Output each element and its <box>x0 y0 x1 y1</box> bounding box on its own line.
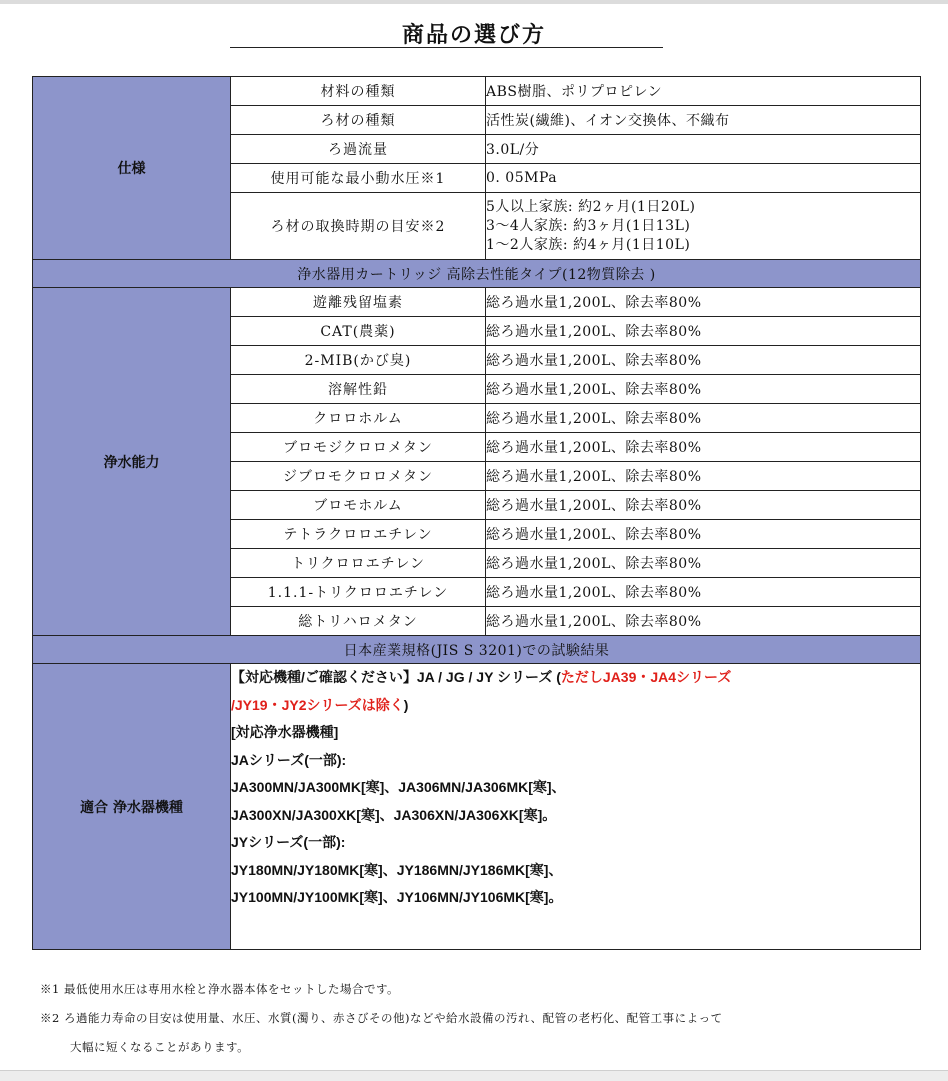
substance-value: 総ろ過水量1,200L、除去率80% <box>486 346 921 375</box>
band-row <box>33 260 921 288</box>
page-title: 商品の選び方 <box>401 23 546 48</box>
compatible-line: JA300XN/JA300XK[寒]、JA306XN/JA306XK[寒]。 <box>231 806 557 823</box>
substance-value: 総ろ過水量1,200L、除去率80% <box>486 491 921 520</box>
spec-value: ABS樹脂、ポリプロピレン <box>486 77 921 106</box>
spec-value: 活性炭(繊維)、イオン交換体、不織布 <box>486 106 921 135</box>
compatible-intro-cont <box>231 692 920 720</box>
compatible-line: JA300MN/JA300MK[寒]、JA306MN/JA306MK[寒]、 <box>231 779 566 795</box>
replacement-line: 1〜2人家族: 約4ヶ月(1日10L) <box>486 236 691 253</box>
substance-label: ブロモホルム <box>231 491 486 520</box>
top-frame-edge <box>0 0 948 4</box>
substance-value: 総ろ過水量1,200L、除去率80% <box>486 462 921 491</box>
category-spec: 仕様 <box>33 77 231 260</box>
substance-label: 1.1.1-トリクロロエチレン <box>231 578 486 607</box>
substance-label: テトラクロロエチレン <box>231 520 486 549</box>
substance-value: 総ろ過水量1,200L、除去率80% <box>486 607 921 636</box>
exclusion-note: ただしJA39・JA4シリーズ <box>560 669 732 685</box>
cartridge-band: 浄水器用カートリッジ 高除去性能タイプ(12物質除去 ) <box>33 260 921 288</box>
footnotes <box>40 975 920 1062</box>
spec-label: 使用可能な最小動水圧※1 <box>231 164 486 193</box>
spec-label: ろ材の取換時期の目安※2 <box>231 193 486 260</box>
substance-label: CAT(農薬) <box>231 317 486 346</box>
substance-label: 総トリハロメタン <box>231 607 486 636</box>
compatible-intro-end: ) <box>403 696 409 713</box>
compatible-line: [対応浄水器機種] <box>231 724 339 740</box>
substance-value: 総ろ過水量1,200L、除去率80% <box>486 404 921 433</box>
substance-value: 総ろ過水量1,200L、除去率80% <box>486 520 921 549</box>
footnote-1: ※1 最低使用水圧は専用水栓と浄水器本体をセットした場合です。 <box>40 982 400 996</box>
substance-value: 総ろ過水量1,200L、除去率80% <box>486 578 921 607</box>
jis-band: 日本産業規格(JIS S 3201)での試験結果 <box>33 636 921 664</box>
band-row <box>33 636 921 664</box>
category-compatible: 適合 浄水器機種 <box>33 664 231 950</box>
compatible-models-text <box>231 664 921 950</box>
spec-label: 材料の種類 <box>231 77 486 106</box>
compatible-intro-text: 【対応機種/ご確認ください】JA / JG / JY シリーズ ( <box>231 669 561 685</box>
replacement-line: 3〜4人家族: 約3ヶ月(1日13L) <box>486 217 691 234</box>
substance-value: 総ろ過水量1,200L、除去率80% <box>486 375 921 404</box>
substance-value: 総ろ過水量1,200L、除去率80% <box>486 317 921 346</box>
spec-value: 3.0L/分 <box>486 135 921 164</box>
replacement-line: 5人以上家族: 約2ヶ月(1日20L) <box>486 198 696 215</box>
substance-label: 2-MIB(かび臭) <box>231 346 486 375</box>
substance-label: ブロモジクロロメタン <box>231 433 486 462</box>
substance-label: ジブロモクロロメタン <box>231 462 486 491</box>
spec-label: ろ過流量 <box>231 135 486 164</box>
footnote-2-continued: 大幅に短くなることがあります。 <box>70 1040 250 1054</box>
bottom-frame-edge <box>0 1070 948 1081</box>
compatible-line: JYシリーズ(一部): <box>231 834 346 850</box>
substance-label: 遊離残留塩素 <box>231 288 486 317</box>
spec-row <box>33 77 921 106</box>
spec-table <box>32 76 921 950</box>
spec-label: ろ材の種類 <box>231 106 486 135</box>
compatible-line: JY180MN/JY180MK[寒]、JY186MN/JY186MK[寒]、 <box>231 861 563 878</box>
substance-value: 総ろ過水量1,200L、除去率80% <box>486 433 921 462</box>
footnote-2: ※2 ろ過能力寿命の目安は使用量、水圧、水質(濁り、赤さびその他)などや給水設備の汚れ、配管の老朽化、配管工事によって <box>40 1011 723 1025</box>
compatible-line: JAシリーズ(一部): <box>231 751 347 768</box>
substance-value: 総ろ過水量1,200L、除去率80% <box>486 549 921 578</box>
compatible-line: JY100MN/JY100MK[寒]、JY106MN/JY106MK[寒]。 <box>231 889 563 905</box>
category-purification: 浄水能力 <box>33 288 231 636</box>
spec-value-multiline <box>486 193 921 260</box>
substance-label: トリクロロエチレン <box>231 549 486 578</box>
compatible-intro <box>231 664 920 692</box>
substance-value: 総ろ過水量1,200L、除去率80% <box>486 288 921 317</box>
compatible-row <box>33 664 921 950</box>
title-underline <box>230 47 663 48</box>
substance-label: 溶解性鉛 <box>231 375 486 404</box>
substance-label: クロロホルム <box>231 404 486 433</box>
purification-row <box>33 288 921 317</box>
spec-value: 0. 05MPa <box>486 164 921 193</box>
exclusion-note-cont: /JY19・JY2シリーズは除く <box>231 696 404 713</box>
